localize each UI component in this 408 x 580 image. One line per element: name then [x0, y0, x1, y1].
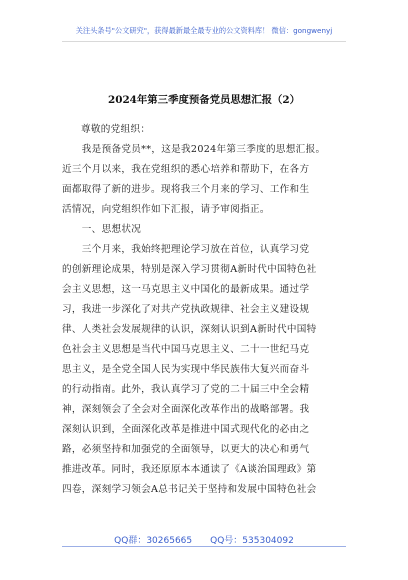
body-line: 的行动指南。此外，我认真学习了党的二十届三中全会精 — [62, 384, 310, 395]
salutation: 尊敬的党组织： — [81, 124, 151, 135]
document-title: 2024年第三季度预备党员思想汇报（2） — [107, 94, 300, 106]
body-line: 路，必须坚持和加强党的全面领导，以更大的决心和勇气 — [62, 444, 310, 455]
body-line: 四卷，深刻学习领会A总书记关于坚持和发展中国特色社会 — [62, 484, 317, 495]
body-line: 三个月来，我始终把理论学习放在首位，认真学习党 — [62, 244, 310, 255]
header-divider — [62, 41, 346, 42]
document-body — [62, 120, 348, 500]
body-line: 活情况，向党组织作如下汇报，请予审阅指正。 — [62, 204, 270, 215]
body-line: 习，我进一步深化了对共产党执政规律、社会主义建设规 — [62, 304, 310, 315]
body-line: 深刻认识到，全面深化改革是推进中国式现代化的必由之 — [62, 424, 310, 435]
body-line: 推进改革。同时，我还原原本本通读了《A谈治国理政》第 — [62, 464, 317, 475]
header-banner: 关注头条号"公文研究"，获得最新最全最专业的公文资料库！ 微信：gongwenyj — [75, 26, 333, 35]
body-line: 面都取得了新的进步。现将我三个月来的学习、工作和生 — [62, 184, 310, 195]
body-line: 会主义思想，这一马克思主义中国化的最新成果。通过学 — [62, 284, 310, 295]
body-line: 律、人类社会发展规律的认识，深刻认识到A新时代中国特 — [62, 324, 317, 335]
body-line: 神，深刻领会了全会对全面深化改革作出的战略部署。我 — [62, 404, 310, 415]
footer-divider — [62, 546, 346, 547]
section-heading: 一、思想状况 — [62, 224, 142, 235]
body-line: 色社会主义思想是当代中国马克思主义、二十一世纪马克 — [62, 344, 310, 355]
footer-contact: QQ群：30265665 QQ号：535304092 — [114, 536, 294, 546]
body-line: 我是预备党员**，这是我2024年第三季度的思想汇报。 — [62, 144, 326, 155]
body-line: 思主义，是全党全国人民为实现中华民族伟大复兴而奋斗 — [62, 364, 310, 375]
body-line: 近三个月以来，我在党组织的悉心培养和帮助下，在各方 — [62, 164, 310, 175]
body-line: 的创新理论成果，特别是深入学习贯彻A新时代中国特色社 — [62, 264, 317, 275]
